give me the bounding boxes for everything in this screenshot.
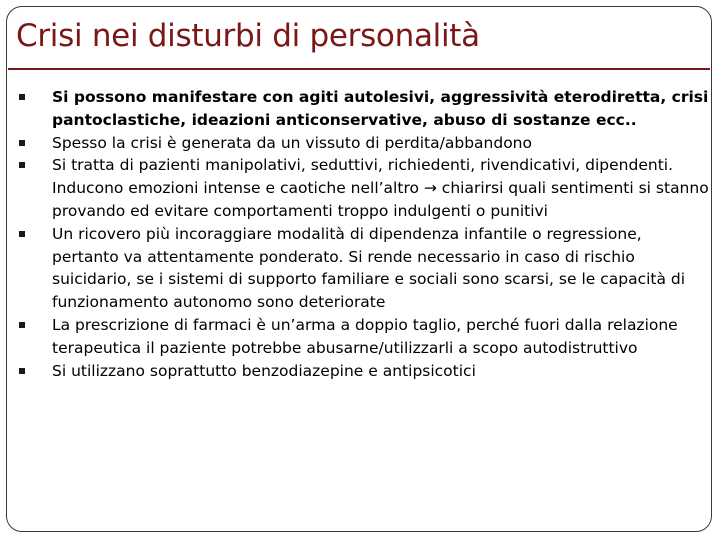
square-bullet-icon	[18, 223, 28, 246]
bullet-text: Un ricovero più incoraggiare modalità di dipendenza infantile o regressione, pertanto va attentamente ponderato. Si rende necessario in caso di rischio suicidario, se i sistemi di supporto familiare e sociali sono scarsi, se le capacità di funzionamento autonomo sono deteriorate	[52, 224, 686, 312]
bullet-item	[18, 360, 712, 383]
square-bullet-icon	[18, 314, 28, 337]
bullet-item	[18, 132, 712, 155]
bullet-text: Spesso la crisi è generata da un vissuto di perdita/abbandono	[52, 133, 532, 152]
bullet-text: Si possono manifestare con agiti autolesivi, aggressività eterodiretta, crisi pantoclastiche, ideazioni anticonservative, abuso di sostanze ecc..	[52, 88, 709, 129]
bullet-item	[18, 223, 712, 314]
bullet-text: Si utilizzano soprattutto benzodiazepine e antipsicotici	[52, 361, 476, 380]
square-bullet-icon	[18, 360, 28, 383]
bullet-item	[18, 86, 712, 132]
slide-title: Crisi nei disturbi di personalità	[16, 18, 480, 54]
square-bullet-icon	[18, 154, 28, 177]
bullet-text: Si tratta di pazienti manipolativi, seduttivi, richiedenti, rivendicativi, dipendenti. Inducono emozioni intense e caotiche nell’altro → chiarirsi quali sentimenti si stanno provando ed evitare comportamenti troppo indulgenti o punitivi	[52, 156, 709, 220]
bullet-item	[18, 154, 712, 222]
bullet-item	[18, 314, 712, 360]
bullet-list	[18, 86, 712, 382]
square-bullet-icon	[18, 86, 28, 109]
title-divider	[8, 68, 710, 70]
bullet-text: La prescrizione di farmaci è un’arma a doppio taglio, perché fuori dalla relazione terapeutica il paziente potrebbe abusarne/utilizzarli a scopo autodistruttivo	[52, 315, 678, 357]
square-bullet-icon	[18, 132, 28, 155]
